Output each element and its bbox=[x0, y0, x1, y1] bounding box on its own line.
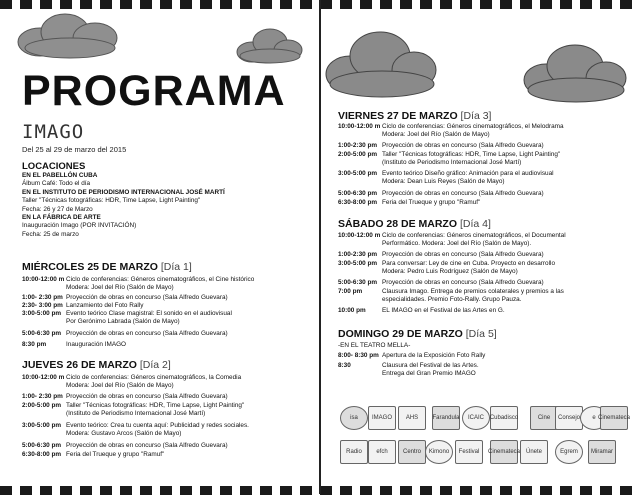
location-line: Fecha: 25 de marzo bbox=[22, 230, 79, 238]
sponsor-logo: ICAIC bbox=[462, 406, 490, 430]
schedule-time: 7:00 pm bbox=[338, 288, 363, 295]
schedule-description: EL IMAGO en el Festival de las Artes en G. bbox=[382, 307, 505, 314]
sponsor-logo: efch bbox=[368, 440, 396, 464]
schedule-row bbox=[22, 402, 312, 418]
location-line: EN EL PABELLÓN CUBA bbox=[22, 172, 98, 179]
schedule-row bbox=[338, 288, 638, 304]
location-line: EN EL INSTITUTO DE PERIODISMO INTERNACIONAL JOSÉ MARTÍ bbox=[22, 188, 225, 196]
page-divider bbox=[319, 0, 321, 494]
schedule-row bbox=[338, 190, 638, 198]
sponsor-logo: Centro bbox=[398, 440, 426, 464]
event-dates: Del 25 al 29 de marzo del 2015 bbox=[22, 145, 127, 154]
schedule-row bbox=[338, 307, 638, 315]
sponsor-logo: e bbox=[580, 406, 608, 430]
schedule-time: 1:00- 2:30 pm bbox=[22, 294, 63, 301]
schedule-description: Proyección de obras en concurso (Sala Alfredo Guevara) bbox=[382, 279, 544, 286]
location-line: Taller "Técnicas fotográficas: HDR, Time Lapse, Light Painting" bbox=[22, 197, 201, 205]
sponsor-logo: Cinemateca bbox=[490, 440, 518, 464]
schedule-row bbox=[338, 199, 638, 207]
sponsor-logo: Egrem bbox=[555, 440, 583, 464]
schedule-description: Proyección de obras en concurso (Sala Alfredo Guevara) bbox=[382, 251, 544, 258]
schedule-row bbox=[22, 302, 312, 310]
schedule-time: 1:00- 2:30 pm bbox=[22, 393, 63, 400]
page-title: PROGRAMA bbox=[22, 67, 286, 115]
sponsor-logo: AHS bbox=[398, 406, 426, 430]
schedule-description: Evento teórico Diseño gráfico: Animación para el audiovisual Modera: Dean Luis Reyes (Salón de Mayo) bbox=[382, 170, 554, 185]
sponsor-logo: Únete bbox=[520, 440, 548, 464]
schedule-row bbox=[338, 142, 638, 150]
schedule-time: 10:00-12:00 m bbox=[22, 374, 65, 381]
sponsor-logo: IMAGO bbox=[368, 406, 396, 430]
cloud-illustration bbox=[322, 26, 440, 102]
day-number: [Día 5] bbox=[465, 328, 497, 340]
sponsor-logo: Farandula bbox=[432, 406, 460, 430]
schedule-row bbox=[22, 341, 312, 349]
schedule-time: 5:00-6:30 pm bbox=[22, 442, 62, 449]
schedule-row bbox=[22, 276, 312, 292]
schedule-row bbox=[338, 151, 638, 167]
schedule-row bbox=[338, 279, 638, 287]
sponsor-logo: Cubadisco bbox=[490, 406, 518, 430]
schedule-time: 5:00-6:30 pm bbox=[22, 330, 62, 337]
schedule-description: Taller "Técnicas fotográficas: HDR, Time Lapse, Light Painting" (Instituto de Periodismo Internacional José Martí) bbox=[382, 151, 561, 166]
schedule-row bbox=[22, 374, 312, 390]
sponsor-logo: Festival bbox=[455, 440, 483, 464]
schedule-time: 1:00-2:30 pm bbox=[338, 251, 378, 258]
day-heading: MIÉRCOLES 25 DE MARZO [Día 1] bbox=[22, 261, 192, 273]
schedule-description: Ciclo de conferencias: Géneros cinematográficos, el Cine histórico Modera: Joel del Río (Salón de Mayo) bbox=[66, 276, 255, 291]
schedule-time: 8:30 bbox=[338, 362, 351, 369]
schedule-row bbox=[22, 422, 312, 438]
schedule-time: 10:00-12:00 m bbox=[338, 232, 381, 239]
location-line: EN LA FÁBRICA DE ARTE bbox=[22, 214, 101, 221]
day-heading: VIERNES 27 DE MARZO [Día 3] bbox=[338, 110, 492, 122]
sponsor-logo: Radio bbox=[340, 440, 368, 464]
schedule-time: 10:00 pm bbox=[338, 307, 366, 314]
day-number: [Día 4] bbox=[459, 218, 491, 230]
schedule-row bbox=[338, 123, 638, 139]
schedule-time: 3:00-5:00 pm bbox=[22, 422, 62, 429]
schedule-time: 10:00-12:00 m bbox=[22, 276, 65, 283]
sponsor-logo: Kimono bbox=[425, 440, 453, 464]
day-number: [Día 3] bbox=[460, 110, 492, 122]
cloud-illustration bbox=[232, 24, 307, 66]
cloud-illustration bbox=[520, 38, 630, 106]
day-heading: DOMINGO 29 DE MARZO [Día 5] bbox=[338, 328, 497, 340]
schedule-description: Para conversar: Ley de cine en Cuba. Proyecto en desarrollo Modera: Pedro Luis Rodríguez (Salón de Mayo) bbox=[382, 260, 555, 275]
schedule-time: 5:00-6:30 pm bbox=[338, 190, 378, 197]
schedule-description: Feria del Trueque y grupo "Ramuf" bbox=[66, 451, 165, 458]
schedule-time: 3:00-5:00 pm bbox=[22, 310, 62, 317]
schedule-time: 3:00-5:00 pm bbox=[338, 260, 378, 267]
schedule-time: 10:00-12:00 m bbox=[338, 123, 381, 130]
schedule-description: Clausura Imago. Entrega de premios colaterales y premios a las especialidades. Premio Foto-Rally. Grupo Pauza. bbox=[382, 288, 564, 303]
schedule-description: Clausura del Festival de las Artes. Entrega del Gran Premio IMAGO bbox=[382, 362, 479, 377]
schedule-description: Proyección de obras en concurso (Sala Alfredo Guevara) bbox=[66, 442, 228, 449]
schedule-time: 2:30- 3:00 pm bbox=[22, 302, 63, 309]
sponsor-logo: Miramar bbox=[588, 440, 616, 464]
schedule-description: Inauguración IMAGO bbox=[66, 341, 127, 348]
schedule-time: 2:00-5:00 pm bbox=[22, 402, 62, 409]
schedule-row bbox=[22, 393, 312, 401]
schedule-time: 6:30-8:00 pm bbox=[338, 199, 378, 206]
schedule-time: 6:30-8:00 pm bbox=[22, 451, 62, 458]
schedule-description: Evento teórico: Crea tu cuenta aquí: Publicidad y redes sociales. Modera: Gustavo Arcos (Salón de Mayo) bbox=[66, 422, 249, 437]
sponsor-logo: isa bbox=[340, 406, 368, 430]
schedule-row bbox=[338, 352, 638, 360]
day-heading: JUEVES 26 DE MARZO [Día 2] bbox=[22, 359, 171, 371]
schedule-description: Proyección de obras en concurso (Sala Alfredo Guevara) bbox=[66, 330, 228, 337]
sponsor-logo: Cinemateca bbox=[600, 406, 628, 430]
schedule-description: Ciclo de conferencias: Géneros cinematográficos, la Comedia Modera: Joel del Río (Salón de Mayo) bbox=[66, 374, 242, 389]
schedule-description: Proyección de obras en concurso (Sala Alfredo Guevara) bbox=[382, 142, 544, 149]
schedule-description: Apertura de la Exposición Foto Rally bbox=[382, 352, 486, 359]
schedule-description: Lanzamiento del Foto Rally bbox=[66, 302, 144, 309]
cloud-illustration bbox=[10, 10, 130, 60]
day-heading: SÁBADO 28 DE MARZO [Día 4] bbox=[338, 218, 491, 230]
schedule-description: Evento teórico Clase magistral: El sonido en el audiovisual Por Gerónimo Labrada (Salón de Mayo) bbox=[66, 310, 232, 325]
imago-logo: IMAGO bbox=[22, 121, 85, 143]
schedule-row bbox=[22, 294, 312, 302]
schedule-time: 2:00-5:00 pm bbox=[338, 151, 378, 158]
day-number: [Día 2] bbox=[139, 359, 171, 371]
location-line: Fecha: 26 y 27 de Marzo bbox=[22, 205, 93, 213]
schedule-time: 5:00-6:30 pm bbox=[338, 279, 378, 286]
schedule-row bbox=[22, 451, 312, 459]
schedule-row bbox=[338, 170, 638, 186]
day-venue: -EN EL TEATRO MELLA- bbox=[338, 342, 411, 349]
schedule-row bbox=[338, 362, 638, 378]
schedule-time: 1:00-2:30 pm bbox=[338, 142, 378, 149]
locations-heading: LOCACIONES bbox=[22, 161, 86, 172]
schedule-row bbox=[22, 330, 312, 338]
schedule-description: Taller "Técnicas fotográficas: HDR, Time Lapse, Light Painting" (Instituto de Periodismo Internacional José Martí) bbox=[66, 402, 245, 417]
schedule-row bbox=[22, 310, 312, 326]
location-line: Álbum Café: Todo el día bbox=[22, 180, 91, 188]
sponsor-logo: Cine bbox=[530, 406, 558, 430]
schedule-description: Ciclo de conferencias: Géneros cinematográficos, el Melodrama Modera: Joel del Río (Salón de Mayo) bbox=[382, 123, 564, 138]
schedule-row bbox=[338, 232, 638, 248]
schedule-row bbox=[338, 251, 638, 259]
day-number: [Día 1] bbox=[160, 261, 192, 273]
location-line: Inauguración Imago (POR INVITACIÓN) bbox=[22, 222, 137, 230]
schedule-description: Proyección de obras en concurso (Sala Alfredo Guevara) bbox=[66, 294, 228, 301]
schedule-description: Proyección de obras en concurso (Sala Alfredo Guevara) bbox=[382, 190, 544, 197]
schedule-time: 8:00- 8:30 pm bbox=[338, 352, 379, 359]
schedule-time: 8:30 pm bbox=[22, 341, 47, 348]
schedule-description: Proyección de obras en concurso (Sala Alfredo Guevara) bbox=[66, 393, 228, 400]
schedule-description: Feria del Trueque y grupo "Ramuf" bbox=[382, 199, 481, 206]
schedule-description: Ciclo de conferencias: Géneros cinematográficos, el Documental Performático. Modera: Joel del Río (Salón de Mayo). bbox=[382, 232, 566, 247]
sponsor-logo: Consejo bbox=[555, 406, 583, 430]
schedule-row bbox=[338, 260, 638, 276]
schedule-row bbox=[22, 442, 312, 450]
schedule-time: 3:00-5:00 pm bbox=[338, 170, 378, 177]
